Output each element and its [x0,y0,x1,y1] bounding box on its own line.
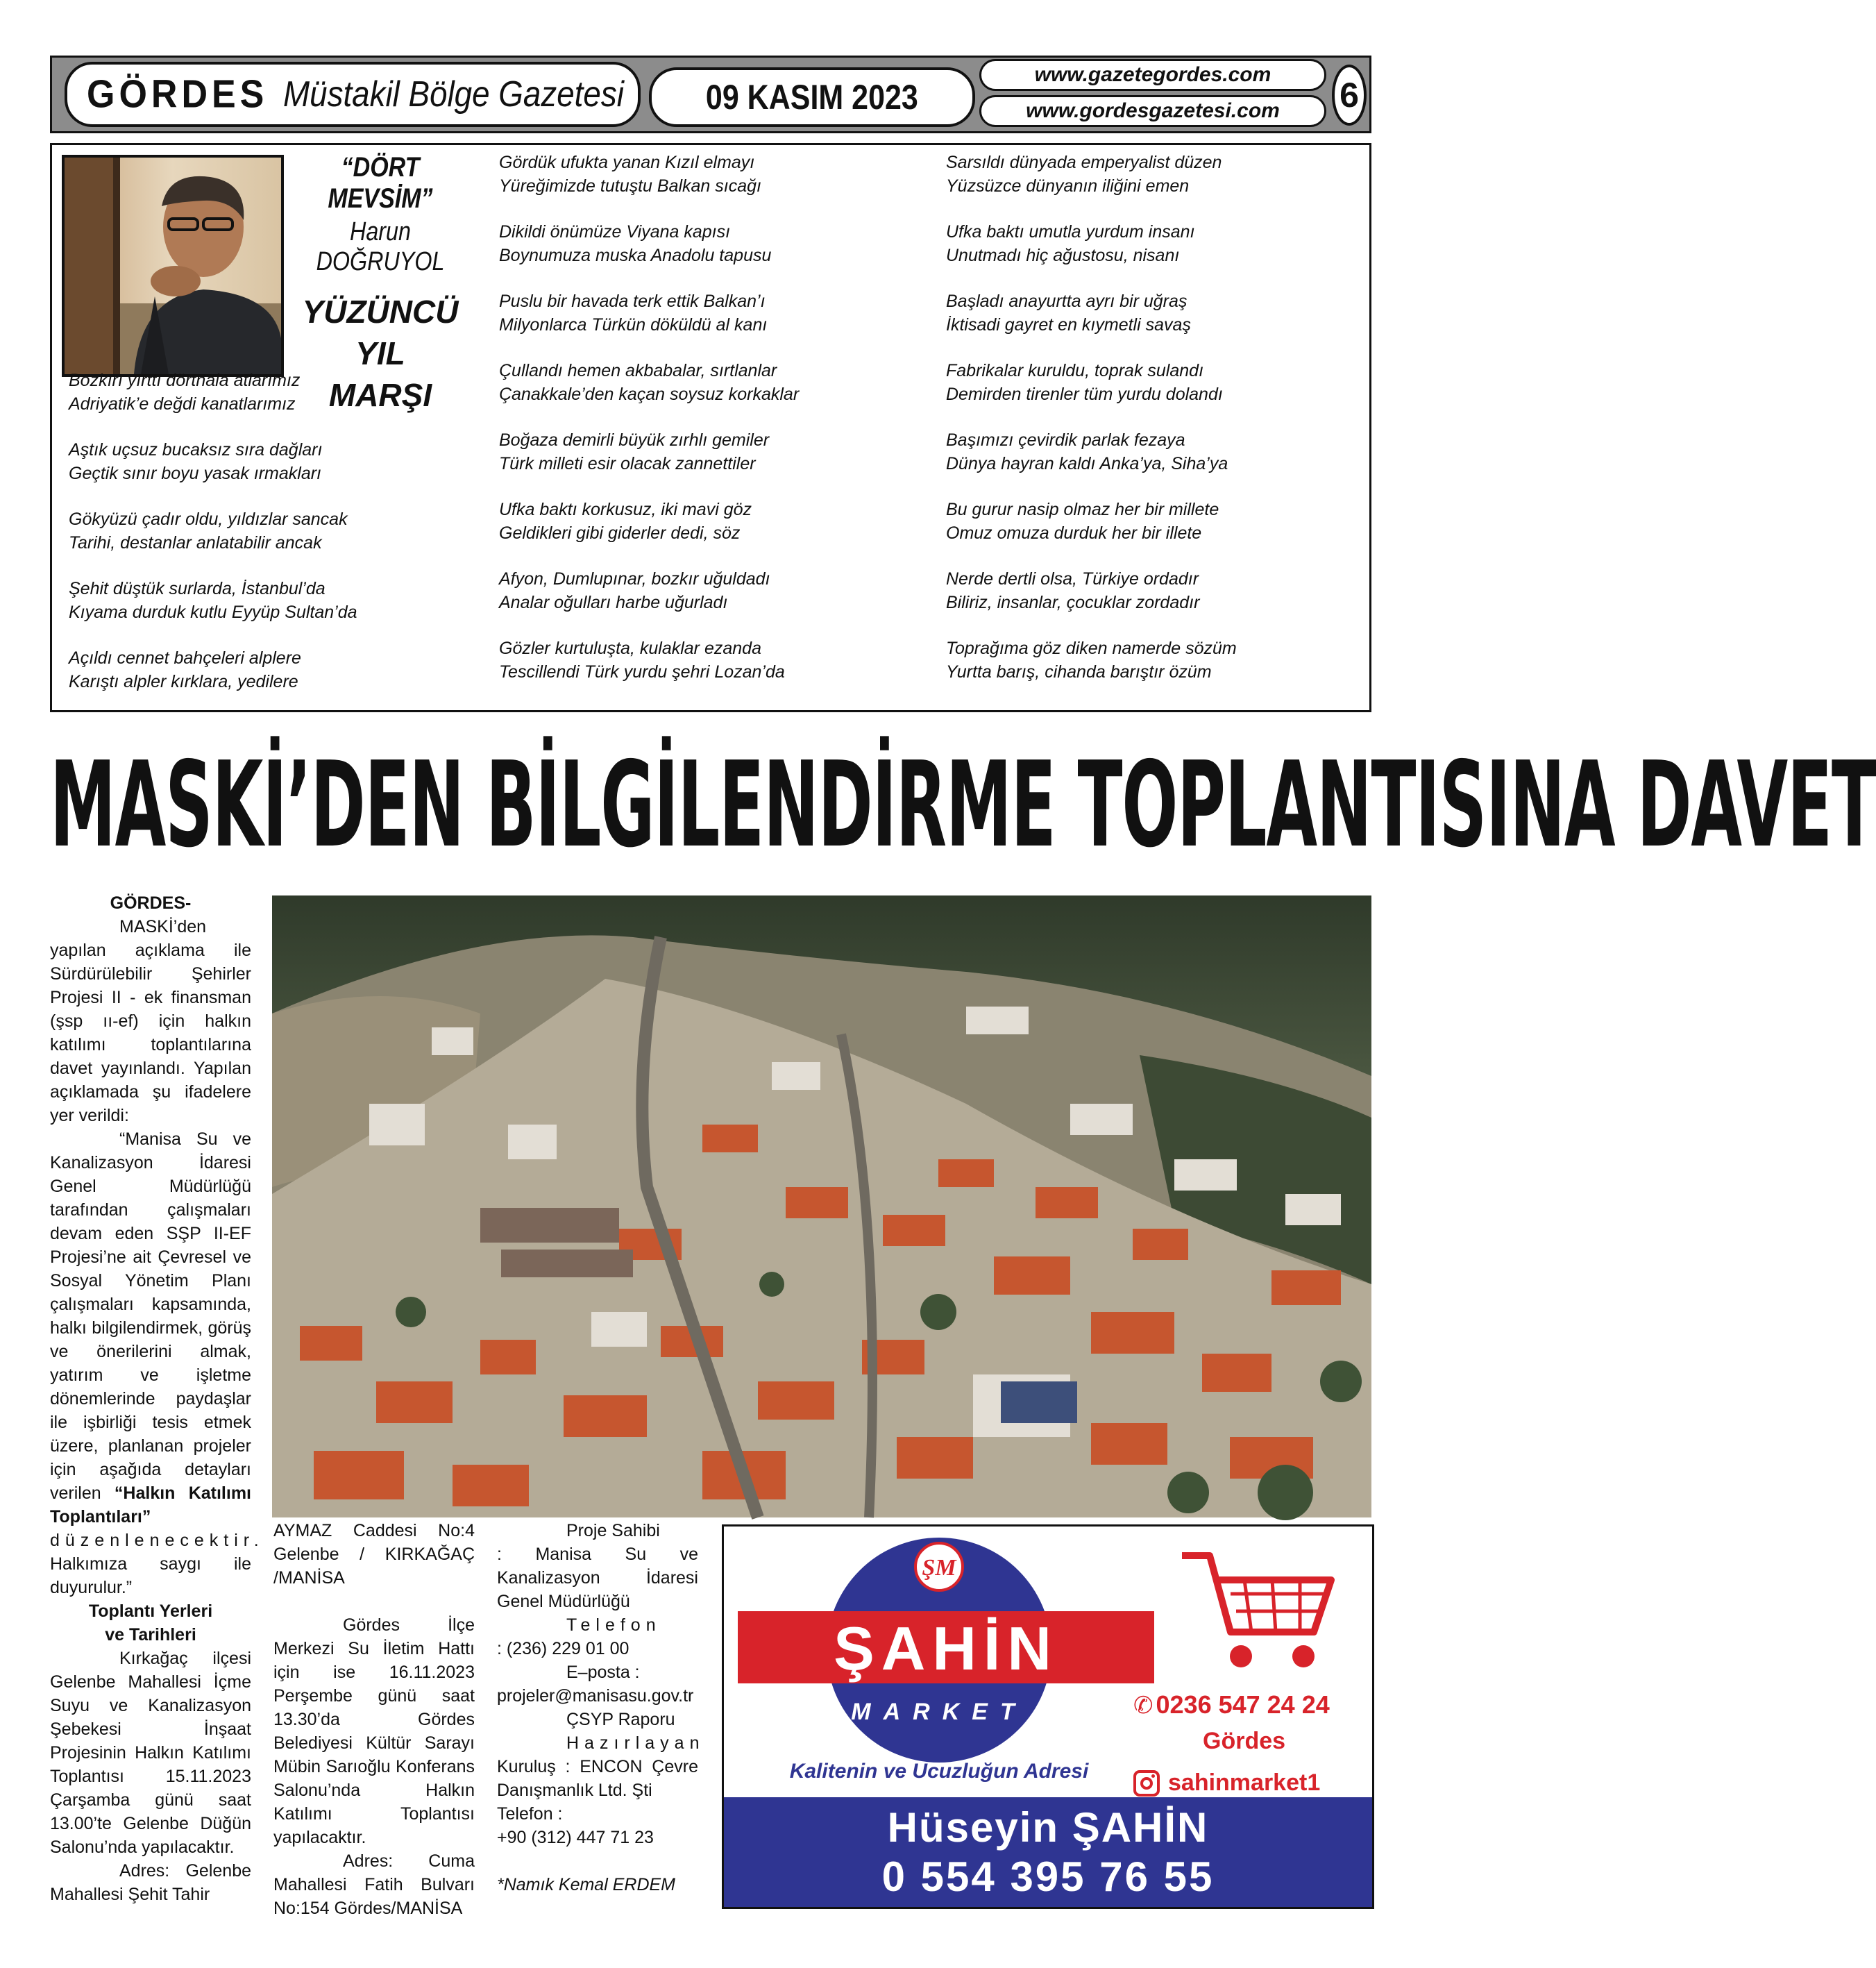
poem-box [50,143,1371,712]
poem-stanza [69,507,348,555]
poem-line: Fabrikalar kuruldu, toprak sulandı [946,361,1204,380]
ad-contact-bar [724,1797,1372,1907]
article-paragraph: Gördes İlçe Merkezi Su İletim Hattı için ise 16.11.2023 Perşembe günü saat 13.30’da Gördes Belediyesi Kültür Sarayı Mübin Sarıoğlu Konferans Salonu’nda Halkın Katılımı Toplantısı yapılacaktır. [273,1615,475,1847]
poem-line: Başladı anayurtta ayrı bir uğraş [946,292,1188,311]
article-headline: MASKİ’DEN BİLGİLENDİRME TOPLANTISINA DAVET [50,737,1876,874]
poem-stanza [499,220,771,267]
spaced-word: düzenlenecektir. [50,1531,264,1550]
poem-stanza [499,498,752,545]
phone-label: Telefon [566,1615,661,1635]
poem-line: Biliriz, insanlar, çocuklar zordadır [946,593,1200,612]
article-paragraph: AYMAZ Caddesi No:4 Gelenbe / KIRKAĞAÇ /MANİSA [273,1521,475,1588]
article-paragraph: Adres: Gelenbe Mahallesi Şehit Tahir [50,1861,251,1904]
quote-closing: Halkımıza saygı ile duyurulur.” [50,1554,251,1597]
phone-icon: ✆ [1133,1692,1154,1719]
poem-line: Yüreğimizde tutuştu Balkan sıcağı [499,176,761,196]
poem-line: Geçtik sınır boyu yasak ırmakları [69,464,322,483]
article-paragraph: Kırkağaç ilçesi Gelenbe Mahallesi İçme Suyu ve Kanalizasyon Şebekesi İnşaat Projesinin Halkın Katılımı Toplantısı 15.11.2023 Çarşamba günü saat 13.00’te Gelenbe Düğün Salonu’nda yapılacaktır. [50,1649,251,1857]
project-owner-label: Proje Sahibi [566,1521,660,1540]
poem-line: Omuz omuza durduk her bir illete [946,523,1202,543]
poem-line: Şehit düştük surlarda, İstanbul’da [69,579,326,598]
poem-line: Gökyüzü çadır oldu, yıldızlar sancak [69,510,348,529]
poem-line: Afyon, Dumlupınar, bozkır uğuldadı [499,569,770,589]
poem-line: Yurtta barış, cihanda barıştır özüm [946,662,1212,682]
ad-phone[interactable] [1133,1690,1369,1719]
poem-stanza [946,289,1191,337]
poem-line: Bozkırı yırttı dörtnala atlarımız [69,371,301,390]
report-label: ÇSYP Raporu [566,1710,675,1729]
logo-initials: ŞM [922,1555,956,1581]
poem-line: Geldikleri gibi giderler dedi, söz [499,523,741,543]
aerial-town-photo [272,895,1371,1517]
brand-pill [65,62,641,127]
sahin-market-ad[interactable] [722,1524,1374,1909]
quote-text: “Manisa Su ve Kanalizasyon İdaresi Genel Müdürlüğü tarafından çalışmaları devam eden SŞP II-EF Projesi’ne ait Çevresel ve Sosyal Yönetim Planı çalışmaları kapsamında, halkı bilgilendirmek, görüş ve önerilerini almak, yatırım ve işletme dönemlerinde paydaşlar ile işbirliği tesis etmek üzere, planlanan projeler için aşağıda detayları verilen [50,1129,251,1503]
article-paragraph [50,1127,264,1599]
poem-line: Milyonlarca Türkün döküldü al kanı [499,315,768,335]
poem-line: Açıldı cennet bahçeleri alplere [69,648,301,668]
article-column-2 [273,1519,475,1920]
poem-line: Gözler kurtuluşta, kulaklar ezanda [499,639,761,658]
article-paragraph: MASKİ’den yapılan açıklama ile Sürdürülebilir Şehirler Projesi II - ek finansman (şsp ıı-ef) için halkın katılımı toplantılarına davet yayınlandı. Yapılan açıklamada şu ifadelere yer verildi: [50,917,251,1125]
masthead [50,56,1371,133]
phone2-label: Telefon : [497,1804,563,1824]
poem-stanza [499,428,769,476]
website-link-1[interactable]: www.gazetegordes.com [979,59,1326,91]
poem-line: Analar oğulları harbe uğurladı [499,593,728,612]
poem-stanza [499,567,770,614]
poem-line: Demirden tirenler tüm yurdu dolandı [946,385,1223,404]
ad-instagram-handle: sahinmarket1 [1168,1769,1321,1796]
ad-phone-number: 0236 547 24 24 [1156,1690,1330,1719]
byline: *Namık Kemal ERDEM [497,1875,675,1894]
subheading: ve Tarihleri [105,1625,196,1645]
ad-town: Gördes [1203,1728,1286,1754]
poem-line: İktisadi gayret en kıymetli savaş [946,315,1191,335]
poem-line: Unutmadı hiç ağustosu, nisanı [946,246,1180,265]
poem-line: Adriyatik’e değdi kanatlarımız [69,394,296,414]
poem-line: Ufka baktı umutla yurdum insanı [946,222,1195,242]
logo-brand: ŞAHİN [834,1614,1058,1683]
meeting-name: “Halkın Katılımı Toplantıları” [50,1483,251,1527]
poem-stanza [499,359,799,406]
page-number: 6 [1332,65,1367,126]
shopping-cart-icon [1175,1542,1342,1681]
email-label: E–posta : [566,1663,640,1682]
project-owner-value: : Manisa Su ve Kanalizasyon İdaresi Genel Müdürlüğü [497,1545,698,1611]
poem-title-line: MARŞI [328,377,432,413]
poem-line: Ufka baktı korkusuz, iki mavi göz [499,500,752,519]
poem-stanza [946,637,1237,684]
email-link[interactable]: projeler@manisasu.gov.tr [497,1686,694,1706]
poem-line: Yüzsüzce dünyanın iliğini emen [946,176,1190,196]
poem-line: Dikildi önümüze Viyana kapısı [499,222,731,242]
poem-stanza [69,646,301,693]
author-portrait [62,155,284,377]
poem-stanza [946,151,1222,198]
poem-title [287,291,474,416]
poem-stanza [69,369,300,416]
issue-date-pill [649,67,975,127]
poem-line: Bu gurur nasip olmaz her bir millete [946,500,1219,519]
poem-line: Çanakkale’den kaçan soysuz korkaklar [499,385,800,404]
poem-stanza [946,567,1199,614]
poem-line: Puslu bir havada terk ettik Balkan’ı [499,292,766,311]
poem-line: Boğaza demirli büyük zırhlı gemiler [499,430,770,450]
poem-header [287,152,474,416]
poem-stanza [946,428,1228,476]
market-logo [738,1533,1154,1763]
poem-line: Boynumuza muska Anadolu tapusu [499,246,772,265]
poem-title-line: YÜZÜNCÜ [302,294,459,330]
poem-line: Aştık uçsuz bucaksız sıra dağları [69,440,323,460]
ad-owner-name: Hüseyin ŞAHİN [887,1804,1209,1851]
logo-sub: MARKET [851,1699,1027,1725]
poem-line: Toprağıma göz diken namerde sözüm [946,639,1237,658]
poem-line: Karıştı alpler kırklara, yedilere [69,672,298,691]
poem-line: Tarihi, destanlar anlatabilir ancak [69,533,322,553]
brand-name: GÖRDES [87,72,269,117]
poem-stanza [499,289,767,337]
issue-date: 09 KASIM 2023 [706,78,918,117]
poem-title-line: YIL [355,335,405,371]
poem-line: Kıyama durduk kutlu Eyyüp Sultan’da [69,603,357,622]
website-link-2[interactable]: www.gordesgazetesi.com [979,95,1326,127]
instagram-icon [1133,1770,1160,1797]
poem-line: Türk milleti esir olacak zannettiler [499,454,756,473]
poem-stanza [946,220,1195,267]
poem-line: Sarsıldı dünyada emperyalist düzen [946,153,1222,172]
subheading: Toplantı Yerleri [88,1601,213,1621]
poem-stanza [946,498,1219,545]
poem-stanza [946,359,1223,406]
article-paragraph: Adres: Cuma Mahallesi Fatih Bulvarı No:154 Gördes/MANİSA [273,1851,475,1918]
prepared-by-label: Hazırlayan [566,1733,705,1753]
ad-instagram[interactable] [1133,1769,1320,1797]
ad-tagline: Kalitenin ve Ucuzluğun Adresi [789,1760,1089,1783]
brand-subtitle: Müstakil Bölge Gazetesi [283,74,625,115]
poem-stanza [499,151,761,198]
prepared-by-value: Kuruluş : ENCON Çevre Danışmanlık Ltd. Şti [497,1757,698,1800]
article-column-3 [497,1519,705,1896]
dateline: GÖRDES- [110,893,192,913]
phone2-value: +90 (312) 447 71 23 [497,1828,654,1847]
poem-line: Gördük ufukta yanan Kızıl elmayı [499,153,755,172]
poem-stanza [69,577,357,624]
poem-stanza [69,438,322,485]
poem-line: Çullandı hemen akbabalar, sırtlanlar [499,361,777,380]
portrait-image [65,158,281,374]
poem-stanza [499,637,785,684]
poem-line: Nerde dertli olsa, Türkiye ordadır [946,569,1199,589]
poem-author: Harun DOĞRUYOL [316,217,445,276]
poem-line: Dünya hayran kaldı Anka’ya, Siha’ya [946,454,1228,473]
ad-mobile-number[interactable]: 0 554 395 76 55 [881,1853,1215,1900]
poem-line: Başımızı çevirdik parlak fezaya [946,430,1185,450]
article-column-1 [50,891,264,1906]
aerial-town-image [272,895,1371,1517]
phone-value: : (236) 229 01 00 [497,1639,629,1658]
poem-line: Tescillendi Türk yurdu şehri Lozan’da [499,662,785,682]
column-series: “DÖRT MEVSİM” [328,152,433,214]
